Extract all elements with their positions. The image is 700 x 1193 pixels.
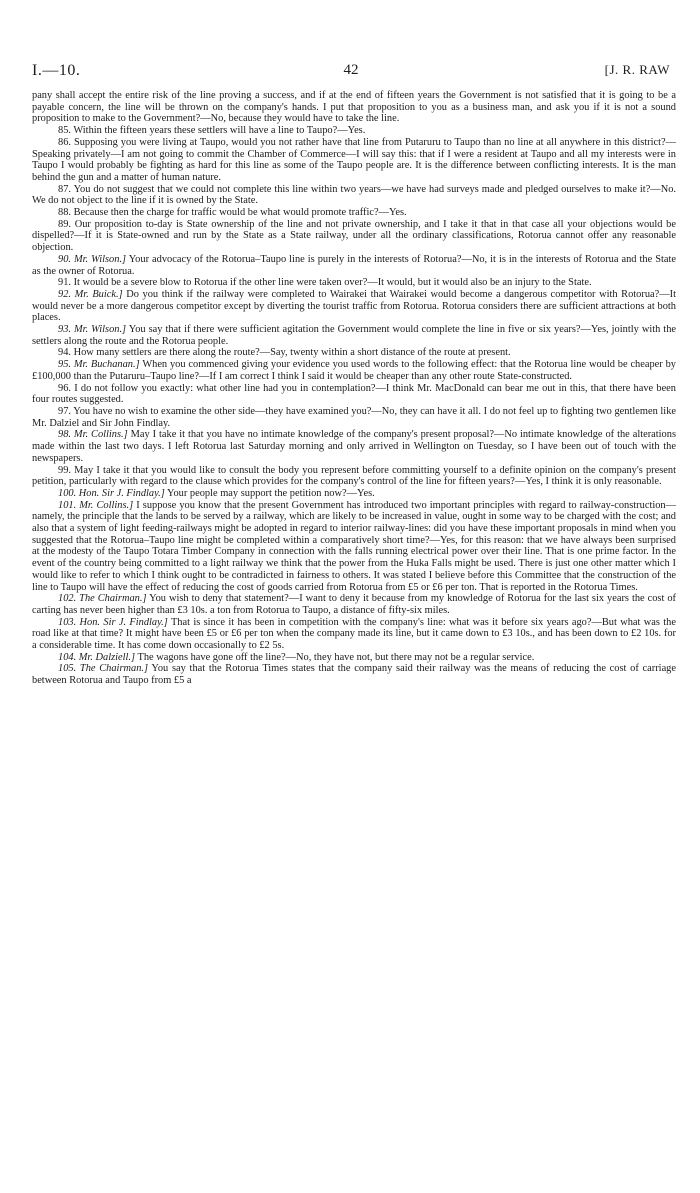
speaker-label: 103. Hon. Sir J. Findlay.] bbox=[58, 616, 168, 628]
evidence-paragraph bbox=[32, 500, 676, 594]
paragraph-text: 96. I do not follow you exactly: what other line had you in contemplation?—I think Mr. MacDonald can bear me out in this, that there have been four routes suggested. bbox=[32, 382, 676, 406]
evidence-paragraph bbox=[32, 137, 676, 184]
speaker-label: 90. Mr. Wilson.] bbox=[58, 253, 127, 265]
paragraph-text: pany shall accept the entire risk of the line proving a success, and if at the end of fifteen years the Government is not satisfied that it is going to be a payable concern, the line will be thrown on the company's hands. I put that proposition to you as a business man, and ask you if it is not a sound proposition to make to the Government?—No, because they would have to take the line. bbox=[32, 90, 676, 125]
speaker-label: 93. Mr. Wilson.] bbox=[58, 324, 127, 336]
paragraph-text: 91. It would be a severe blow to Rotorua if the other line were taken over?—It would, but it would also be an injury to the State. bbox=[58, 277, 592, 289]
page-header bbox=[32, 62, 670, 82]
paper-reference: I.—10. bbox=[32, 62, 81, 79]
evidence-paragraph bbox=[32, 125, 676, 137]
evidence-paragraph bbox=[32, 359, 676, 382]
paragraph-text: You say that if there were sufficient agitation the Government would complete the line in five or six years?—Yes, jointly with the settlers along the route and the Rotorua people. bbox=[32, 324, 676, 347]
page-number: 42 bbox=[343, 62, 359, 78]
evidence-paragraph bbox=[32, 429, 676, 464]
paragraph-text: 85. Within the fifteen years these settlers will have a line to Taupo?—Yes. bbox=[58, 125, 366, 137]
evidence-paragraph bbox=[32, 406, 676, 429]
paragraph-text: Your people may support the petition now?—Yes. bbox=[164, 487, 375, 499]
speaker-label: 102. The Chairman.] bbox=[58, 593, 147, 605]
paragraph-text: 99. May I take it that you would like to consult the body you represent before committing yourself to a definite opinion on the company's present petition, particularly with regard to the clause which provides for the company's control of the line for fifteen years?—Yes, I think it is only reasonable. bbox=[32, 464, 676, 488]
paragraph-text: The wagons have gone off the line?—No, they have not, but there may not be a regular service. bbox=[135, 651, 535, 663]
paragraph-text: When you commenced giving your evidence you used words to the following effect: that the Rotorua line would be cheaper by £100,000 than the Putaruru–Taupo line?—If I am correct I think I said it would be cheaper than any other route State-constructed. bbox=[32, 359, 676, 382]
speaker-label: 100. Hon. Sir J. Findlay.] bbox=[58, 487, 165, 499]
paragraph-text: You say that the Rotorua Times states that the company said their railway was the means of reducing the cost of carriage between Rotorua and Taupo from £5 a bbox=[32, 663, 676, 687]
paragraph-text: 88. Because then the charge for traffic would be what would promote traffic?—Yes. bbox=[58, 207, 407, 219]
speaker-label: 98. Mr. Collins.] bbox=[58, 429, 128, 441]
paragraph-text: That is since it has been in competition with the company's line: what was it before six years ago?—But what was the road like at that time? It might have been £5 or £6 per ton when the company made its line, but it came down to £3 10s., and has been down to £2 10s. for a considerable time. It has come down occasionally to £2 5s. bbox=[32, 616, 676, 652]
witness-name: [J. R. RAW bbox=[604, 62, 670, 77]
paragraph-text: 87. You do not suggest that we could not complete this line within two years—we have had surveys made and pledged ourselves to make it?—No. We do not object to the line if it is owned by the State. bbox=[32, 183, 676, 207]
paragraph-text: 97. You have no wish to examine the other side—they have examined you?—No, they can have it all. I do not feel up to fighting two gentlemen like Mr. Dalziel and Sir John Findlay. bbox=[32, 405, 676, 429]
evidence-paragraph bbox=[32, 465, 676, 488]
evidence-paragraph bbox=[32, 593, 676, 616]
evidence-paragraph bbox=[32, 219, 676, 254]
speaker-label: 92. Mr. Buick.] bbox=[58, 288, 123, 300]
speaker-label: 105. The Chairman.] bbox=[58, 663, 149, 675]
speaker-label: 95. Mr. Buchanan.] bbox=[58, 359, 140, 371]
speaker-label: 101. Mr. Collins.] bbox=[58, 499, 134, 511]
evidence-paragraph bbox=[32, 383, 676, 406]
evidence-paragraph bbox=[32, 289, 676, 324]
paragraph-text: May I take it that you have no intimate knowledge of the company's present proposal?—No intimate knowledge of the alterations made within the last two days. I left Rotorua last Saturday morning and only arrived in Wellington on Tuesday, so I have been out of touch with the newspapers. bbox=[32, 429, 676, 464]
paragraph-text: I suppose you know that the present Government has introduced two important principles with regard to railway-construction—namely, the principle that the lands to be served by a railway, which are likely to be increased in value, ought in some way to be charged with the cost; and also that a system of light feeding-railways might be adopted in regard to interior railway-lines: did you have these important proposals in mind when you suggested that the Rotorua–Taupo line might be completed within a comparatively short time?—Yes, for this reason: that we have always been surprised at the modesty of the Taupo Totara Timber Company in connection with the falls running electrical power over their line. That is one prime factor. In the event of the country being committed to a light railway we think that the power from the Huka Falls might be used. There is just one other matter which I would like to refer to which I think ought to be contradicted in fairness to others. It was stated I believe before this Committee that the construction of the line to Taupo will have the effect of reducing the cost of goods carried from Rotorua from £5 or £6 per ton. That is reported in the Rotorua Times. bbox=[32, 499, 676, 593]
paragraph-text: 86. Supposing you were living at Taupo, would you not rather have that line from Putaruru to Taupo than no line at all anywhere in this district?—Speaking privately—I am not going to commit the Chamber of Commerce—I will say this: that if I were a resident at Taupo and all my interests were in Taupo I would probably be fighting as hard for this line as some of the Taupo people are. It is the difference between conflicting interests. It is the man behind the gun and a matter of human nature. bbox=[32, 136, 676, 183]
evidence-paragraph bbox=[32, 663, 676, 686]
evidence-paragraph bbox=[32, 90, 676, 125]
evidence-paragraph bbox=[32, 652, 676, 664]
paragraph-text: Do you think if the railway were completed to Wairakei that Wairakei would become a dangerous competitor with Rotorua?—It would never be a more dangerous competitor except by diverting the tourist traffic from Rotorua. Rotorua considers there are sufficient attractions at both places. bbox=[32, 288, 676, 324]
evidence-paragraph bbox=[32, 184, 676, 207]
speaker-label: 104. Mr. Dalziell.] bbox=[58, 651, 136, 663]
evidence-paragraph bbox=[32, 324, 676, 347]
paragraph-text: Your advocacy of the Rotorua–Taupo line is purely in the interests of Rotorua?—No, it is in the interests of Rotorua and the State as the owner of Rotorua. bbox=[32, 253, 676, 277]
paragraph-text: 94. How many settlers are there along the route?—Say, twenty within a short distance of the route at present. bbox=[58, 347, 511, 359]
evidence-paragraph bbox=[32, 617, 676, 652]
paragraph-text: You wish to deny that statement?—I want to deny it because from my knowledge of Rotorua for the last six years the cost of carting has never been higher than £3 10s. a ton from Rotorua to Taupo, a distance of fifty-six miles. bbox=[32, 593, 676, 616]
evidence-paragraph bbox=[32, 254, 676, 277]
evidence-text bbox=[32, 90, 676, 687]
evidence-paragraph bbox=[32, 347, 676, 359]
evidence-paragraph bbox=[32, 277, 676, 289]
paragraph-text: 89. Our proposition to-day is State ownership of the line and not private ownership, and I take it that in that case all your objections would be dispelled?—If it is State-owned and run by the State as a State railway, under all the ordinary classifications, Rotorua cannot offer any reasonable objection. bbox=[32, 218, 676, 254]
evidence-paragraph bbox=[32, 488, 676, 500]
evidence-paragraph bbox=[32, 207, 676, 219]
